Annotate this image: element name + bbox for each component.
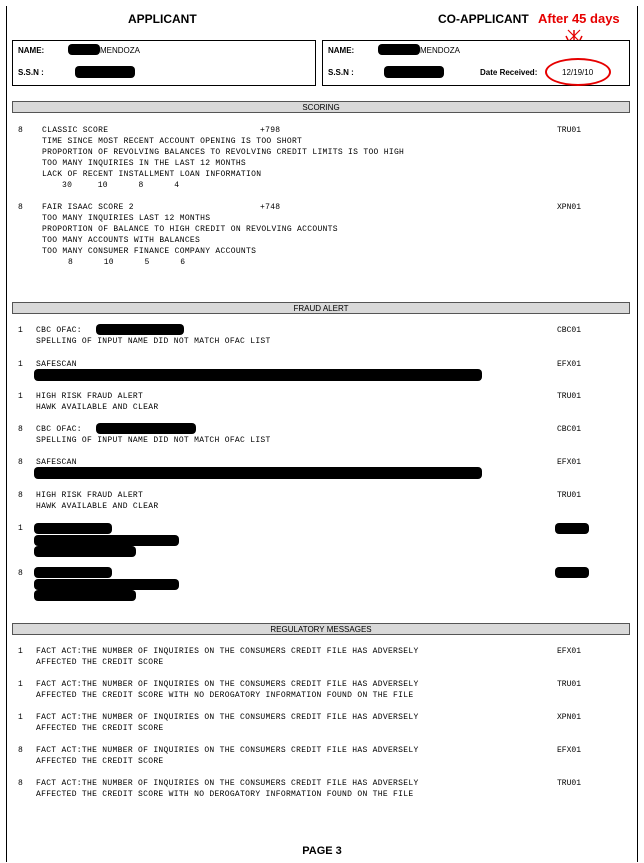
fraud-num: 8 bbox=[18, 569, 24, 578]
reg-num: 1 bbox=[18, 713, 24, 722]
reg-line2: AFFECTED THE CREDIT SCORE bbox=[36, 757, 164, 766]
reg-line2: AFFECTED THE CREDIT SCORE bbox=[36, 658, 164, 667]
applicant-name-label: NAME: bbox=[18, 46, 45, 55]
applicant-firstname-redaction bbox=[68, 44, 100, 55]
applicant-heading: APPLICANT bbox=[128, 12, 197, 26]
reg-num: 8 bbox=[18, 779, 24, 788]
fraud-code: TRU01 bbox=[557, 392, 582, 401]
coapplicant-ssn-label: S.S.N : bbox=[328, 68, 354, 77]
fraud-num: 1 bbox=[18, 524, 24, 533]
coapplicant-name-value: MENDOZA bbox=[420, 46, 460, 55]
regulatory-section-bar bbox=[12, 623, 630, 635]
score-1-reason: LACK OF RECENT INSTALLMENT LOAN INFORMATION bbox=[42, 170, 262, 179]
score-1-reason: TOO MANY INQUIRIES IN THE LAST 12 MONTHS bbox=[42, 159, 247, 168]
reg-num: 1 bbox=[18, 647, 24, 656]
fraud-line1: HIGH RISK FRAUD ALERT bbox=[36, 392, 144, 401]
redaction bbox=[96, 423, 196, 434]
fraud-num: 1 bbox=[18, 360, 24, 369]
after-45-days-annotation: After 45 days bbox=[538, 11, 620, 26]
reg-line1: FACT ACT:THE NUMBER OF INQUIRIES ON THE CONSUMERS CREDIT FILE HAS ADVERSELY bbox=[36, 713, 419, 722]
coapplicant-name-label: NAME: bbox=[328, 46, 355, 55]
fraud-section-bar bbox=[12, 302, 630, 314]
redaction bbox=[34, 546, 136, 557]
score-1-num: 8 bbox=[18, 126, 24, 135]
reg-line1: FACT ACT:THE NUMBER OF INQUIRIES ON THE CONSUMERS CREDIT FILE HAS ADVERSELY bbox=[36, 647, 419, 656]
score-2-factors: 8 10 5 6 bbox=[68, 258, 186, 267]
scoring-section-title: SCORING bbox=[302, 103, 340, 112]
fraud-num: 8 bbox=[18, 425, 24, 434]
fraud-line2: HAWK AVAILABLE AND CLEAR bbox=[36, 502, 159, 511]
score-2-reason: TOO MANY ACCOUNTS WITH BALANCES bbox=[42, 236, 201, 245]
scoring-section-bar bbox=[12, 101, 630, 113]
fraud-line2: SPELLING OF INPUT NAME DID NOT MATCH OFAC LIST bbox=[36, 436, 271, 445]
redaction bbox=[34, 523, 112, 534]
redaction bbox=[96, 324, 184, 335]
score-2-reason: TOO MANY INQUIRIES LAST 12 MONTHS bbox=[42, 214, 211, 223]
redaction bbox=[34, 369, 482, 381]
reg-code: EFX01 bbox=[557, 647, 582, 656]
reg-num: 1 bbox=[18, 680, 24, 689]
redaction bbox=[34, 590, 136, 601]
date-received-value: 12/19/10 bbox=[562, 68, 594, 77]
fraud-num: 8 bbox=[18, 491, 24, 500]
coapplicant-firstname-redaction bbox=[378, 44, 420, 55]
score-2-code: XPN01 bbox=[557, 203, 582, 212]
fraud-line1: CBC OFAC: bbox=[36, 326, 82, 335]
regulatory-section-title: REGULATORY MESSAGES bbox=[270, 625, 372, 634]
score-1-code: TRU01 bbox=[557, 126, 582, 135]
fraud-line1: SAFESCAN bbox=[36, 360, 77, 369]
date-received-label: Date Received: bbox=[480, 68, 538, 77]
fraud-line1: CBC OFAC: bbox=[36, 425, 82, 434]
reg-code: TRU01 bbox=[557, 779, 582, 788]
applicant-name-value: MENDOZA bbox=[100, 46, 140, 55]
fraud-code: TRU01 bbox=[557, 491, 582, 500]
fraud-num: 1 bbox=[18, 326, 24, 335]
date-circle-annotation bbox=[545, 58, 611, 86]
reg-line1: FACT ACT:THE NUMBER OF INQUIRIES ON THE CONSUMERS CREDIT FILE HAS ADVERSELY bbox=[36, 680, 419, 689]
reg-line1: FACT ACT:THE NUMBER OF INQUIRIES ON THE CONSUMERS CREDIT FILE HAS ADVERSELY bbox=[36, 746, 419, 755]
page-number: PAGE 3 bbox=[302, 845, 342, 857]
fraud-code: EFX01 bbox=[557, 360, 582, 369]
fraud-line1: SAFESCAN bbox=[36, 458, 77, 467]
reg-num: 8 bbox=[18, 746, 24, 755]
fraud-code: EFX01 bbox=[557, 458, 582, 467]
reg-code: EFX01 bbox=[557, 746, 582, 755]
reg-line2: AFFECTED THE CREDIT SCORE bbox=[36, 724, 164, 733]
redaction bbox=[555, 567, 589, 578]
fraud-code: CBC01 bbox=[557, 326, 582, 335]
reg-line2: AFFECTED THE CREDIT SCORE WITH NO DEROGATORY INFORMATION FOUND ON THE FILE bbox=[36, 790, 414, 799]
fraud-code: CBC01 bbox=[557, 425, 582, 434]
score-1-factors: 30 10 8 4 bbox=[62, 181, 180, 190]
redaction bbox=[34, 535, 179, 546]
applicant-ssn-redaction bbox=[75, 66, 135, 78]
score-1-reason: PROPORTION OF REVOLVING BALANCES TO REVOLVING CREDIT LIMITS IS TOO HIGH bbox=[42, 148, 405, 157]
score-1-title: CLASSIC SCORE bbox=[42, 126, 109, 135]
score-2-value: +748 bbox=[260, 203, 281, 212]
reg-line1: FACT ACT:THE NUMBER OF INQUIRIES ON THE CONSUMERS CREDIT FILE HAS ADVERSELY bbox=[36, 779, 419, 788]
reg-code: TRU01 bbox=[557, 680, 582, 689]
coapplicant-heading: CO-APPLICANT bbox=[438, 12, 529, 26]
score-2-reason: PROPORTION OF BALANCE TO HIGH CREDIT ON REVOLVING ACCOUNTS bbox=[42, 225, 338, 234]
fraud-section-title: FRAUD ALERT bbox=[293, 304, 349, 313]
applicant-ssn-label: S.S.N : bbox=[18, 68, 44, 77]
score-2-num: 8 bbox=[18, 203, 24, 212]
redaction bbox=[34, 579, 179, 590]
coapplicant-ssn-redaction bbox=[384, 66, 444, 78]
fraud-line2: SPELLING OF INPUT NAME DID NOT MATCH OFAC LIST bbox=[36, 337, 271, 346]
reg-code: XPN01 bbox=[557, 713, 582, 722]
score-2-title: FAIR ISAAC SCORE 2 bbox=[42, 203, 134, 212]
applicant-box bbox=[12, 40, 316, 86]
score-2-reason: TOO MANY CONSUMER FINANCE COMPANY ACCOUNTS bbox=[42, 247, 257, 256]
reg-line2: AFFECTED THE CREDIT SCORE WITH NO DEROGATORY INFORMATION FOUND ON THE FILE bbox=[36, 691, 414, 700]
score-1-reason: TIME SINCE MOST RECENT ACCOUNT OPENING IS TOO SHORT bbox=[42, 137, 303, 146]
fraud-num: 1 bbox=[18, 392, 24, 401]
redaction bbox=[555, 523, 589, 534]
fraud-num: 8 bbox=[18, 458, 24, 467]
score-1-value: +798 bbox=[260, 126, 281, 135]
fraud-line2: HAWK AVAILABLE AND CLEAR bbox=[36, 403, 159, 412]
fraud-line1: HIGH RISK FRAUD ALERT bbox=[36, 491, 144, 500]
redaction bbox=[34, 567, 112, 578]
redaction bbox=[34, 467, 482, 479]
